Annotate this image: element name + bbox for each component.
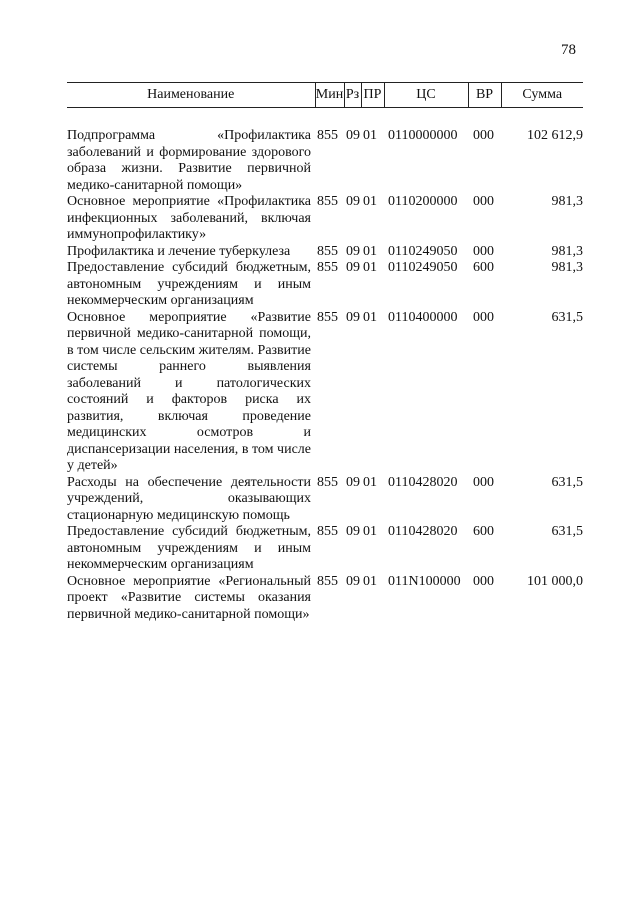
row-sum: 101 000,0 xyxy=(527,573,583,589)
table-row xyxy=(67,310,583,475)
header-min: Мин xyxy=(315,83,344,108)
row-min: 855 xyxy=(317,128,338,143)
row-cs: 0110400000 xyxy=(388,309,458,325)
row-sum: 981,3 xyxy=(551,243,583,259)
row-name: Основное мероприятие «Развитие первичной медико-санитарной помощи, в том числе сельским жителям. Развитие системы раннего выявления заболеваний и патологических состояний и факторов риска их развития, включая проведение медицинских осмотров и диспансеризации населения, в том числе у детей» xyxy=(67,309,311,473)
row-min: 855 xyxy=(317,524,338,539)
table-row xyxy=(67,574,583,624)
row-rz: 09 xyxy=(346,194,360,209)
row-pr: 01 xyxy=(363,573,377,589)
row-rz: 09 xyxy=(346,573,360,589)
row-cs: 0110000000 xyxy=(388,128,458,143)
row-rz: 09 xyxy=(346,128,360,143)
row-vr: 000 xyxy=(473,128,494,143)
row-name: Предоставление субсидий бюджетным, автономным учреждениям и иным некоммерческим организациям xyxy=(67,260,311,308)
row-sum: 631,5 xyxy=(551,524,583,539)
table-row xyxy=(67,244,583,261)
row-pr: 01 xyxy=(363,128,377,143)
row-min: 855 xyxy=(317,474,338,490)
row-vr: 000 xyxy=(473,573,494,589)
header-rz: Рз xyxy=(344,83,361,108)
row-sum: 981,3 xyxy=(551,194,583,209)
row-vr: 600 xyxy=(473,524,494,539)
row-vr: 000 xyxy=(473,194,494,209)
header-name: Наименование xyxy=(67,83,315,108)
row-sum: 631,5 xyxy=(551,309,583,325)
row-rz: 09 xyxy=(346,260,360,275)
row-pr: 01 xyxy=(363,524,377,539)
row-name: Основное мероприятие «Профилактика инфекционных заболеваний, включая иммунопрофилактику» xyxy=(67,194,311,242)
page-number: 78 xyxy=(561,42,576,58)
row-name: Подпрограмма «Профилактика заболеваний и формирование здорового образа жизни. Развитие первичной медико-санитарной помощи» xyxy=(67,128,311,193)
row-rz: 09 xyxy=(346,309,360,325)
row-cs: 0110249050 xyxy=(388,243,458,259)
row-min: 855 xyxy=(317,573,338,589)
row-sum: 631,5 xyxy=(551,474,583,490)
row-pr: 01 xyxy=(363,309,377,325)
row-cs: 0110249050 xyxy=(388,260,458,275)
row-pr: 01 xyxy=(363,260,377,275)
table-row xyxy=(67,260,583,310)
row-pr: 01 xyxy=(363,243,377,259)
row-cs: 0110428020 xyxy=(388,524,458,539)
row-cs: 011N100000 xyxy=(388,573,461,589)
row-rz: 09 xyxy=(346,524,360,539)
table-body xyxy=(67,108,583,624)
budget-table xyxy=(67,82,583,623)
table-header xyxy=(67,83,583,108)
table-row xyxy=(67,194,583,244)
row-rz: 09 xyxy=(346,474,360,490)
table-row xyxy=(67,128,583,194)
row-sum: 981,3 xyxy=(551,260,583,275)
row-min: 855 xyxy=(317,194,338,209)
row-name: Профилактика и лечение туберкулеза xyxy=(67,243,291,259)
row-min: 855 xyxy=(317,243,338,259)
row-sum: 102 612,9 xyxy=(527,128,583,143)
row-min: 855 xyxy=(317,260,338,275)
row-pr: 01 xyxy=(363,474,377,490)
row-vr: 000 xyxy=(473,243,494,259)
row-rz: 09 xyxy=(346,243,360,259)
row-name: Предоставление субсидий бюджетным, автономным учреждениям и иным некоммерческим организациям xyxy=(67,524,311,572)
row-vr: 600 xyxy=(473,260,494,275)
header-pr: ПР xyxy=(361,83,384,108)
table-row xyxy=(67,524,583,574)
row-min: 855 xyxy=(317,309,338,325)
row-name: Расходы на обеспечение деятельности учреждений, оказывающих стационарную медицинскую помощь xyxy=(67,474,311,523)
row-vr: 000 xyxy=(473,474,494,490)
header-cs: ЦС xyxy=(384,83,468,108)
header-vr: ВР xyxy=(468,83,501,108)
row-pr: 01 xyxy=(363,194,377,209)
header-sum: Сумма xyxy=(501,83,583,108)
row-cs: 0110200000 xyxy=(388,194,458,209)
table-row xyxy=(67,475,583,525)
row-vr: 000 xyxy=(473,309,494,325)
row-name: Основное мероприятие «Региональный проект «Развитие системы оказания первичной медико-санитарной помощи» xyxy=(67,573,311,622)
row-cs: 0110428020 xyxy=(388,474,458,490)
